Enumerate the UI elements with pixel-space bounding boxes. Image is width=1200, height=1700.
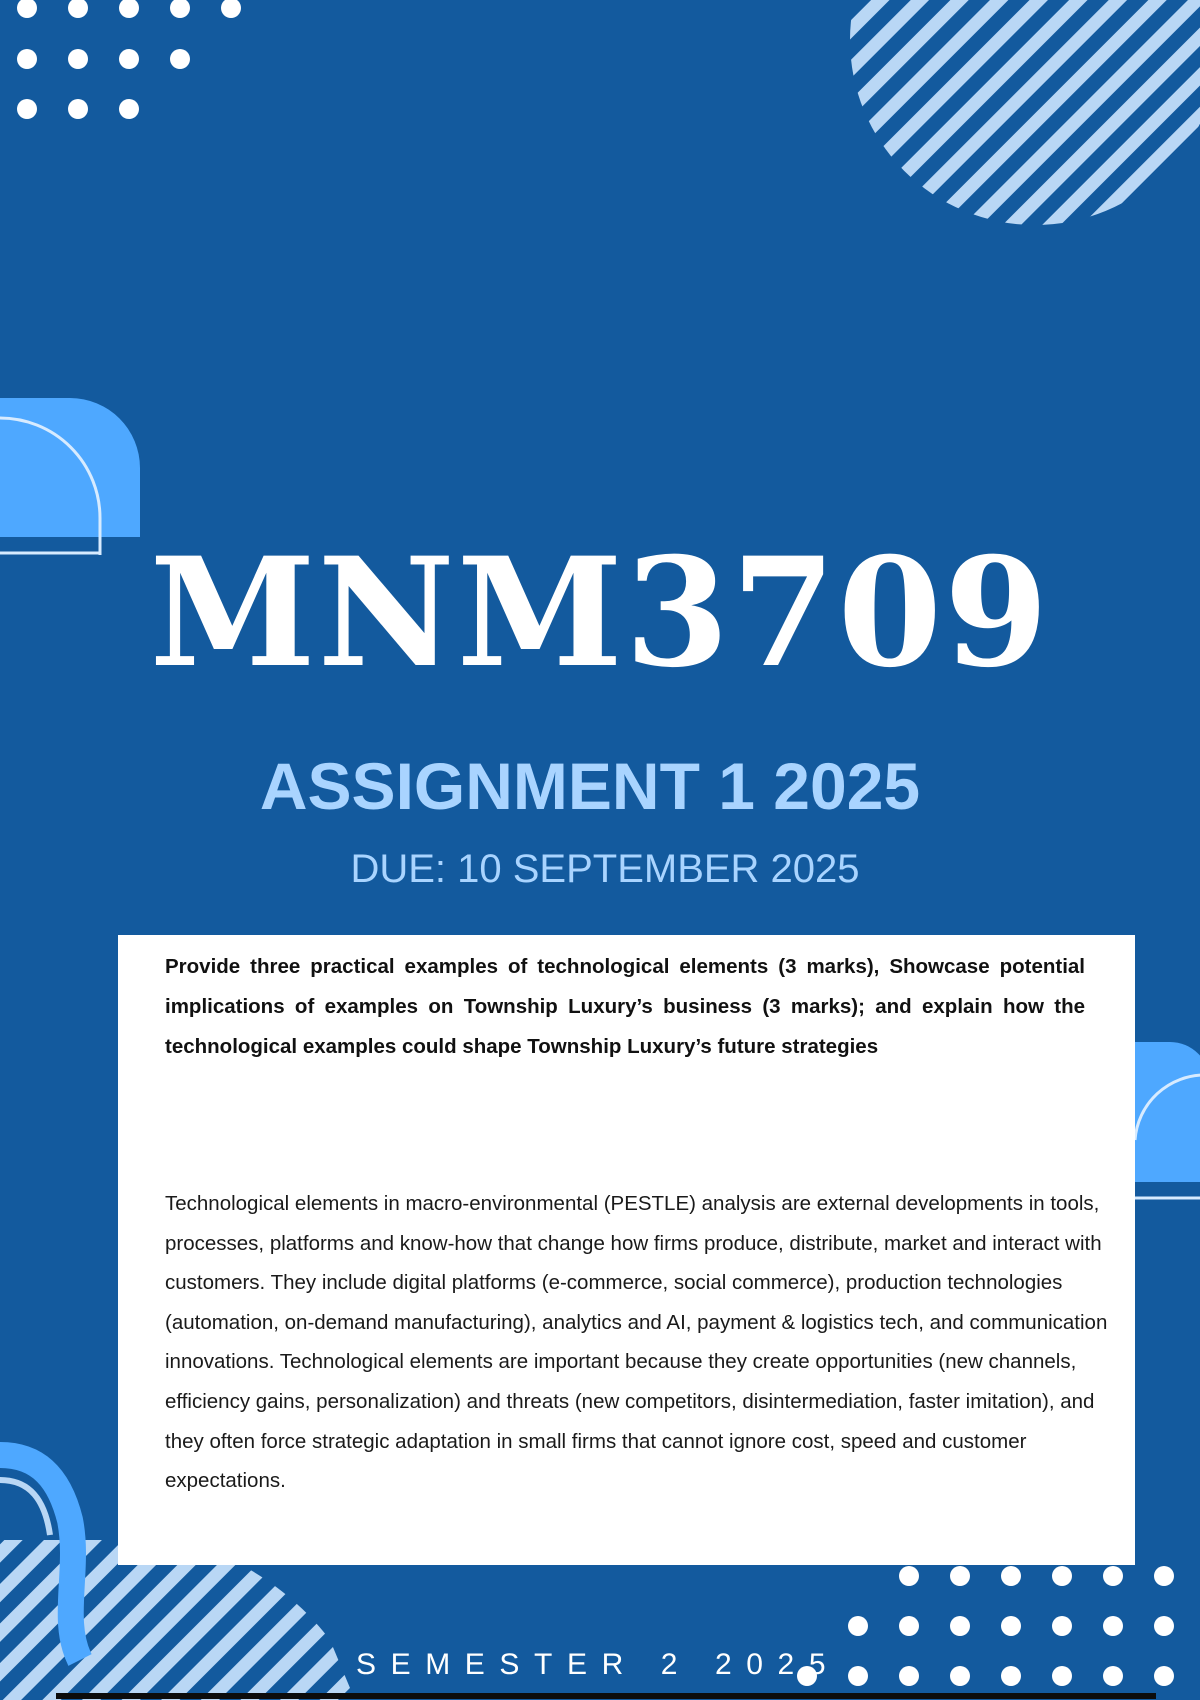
bottom-right-dot-grid xyxy=(797,1566,1174,1686)
bottom-divider xyxy=(56,1693,1156,1699)
assignment-title: ASSIGNMENT 1 2025 xyxy=(259,749,921,823)
course-code-title: MNM3709 xyxy=(149,525,1051,701)
due-date: DUE: 10 SEPTEMBER 2025 xyxy=(350,847,860,891)
top-right-striped-circle xyxy=(820,0,1200,260)
question-text: Provide three practical examples of technological elements (3 marks), Showcase potential implications of examples on Township Luxury’s business (3 marks); and explain how the technological examples could shape Township Luxury’s future strategies xyxy=(165,955,1085,1058)
content-card xyxy=(118,935,1135,1565)
top-left-dot-grid xyxy=(17,0,241,119)
right-arch-shape xyxy=(1135,1042,1200,1198)
semester-label: SEMESTER 2 2025 xyxy=(356,1648,841,1681)
answer-text: Technological elements in macro-environmental (PESTLE) analysis are external developments in tools, processes, platforms and know-how that change how firms produce, distribute, market and interact with customers. They include digital platforms (e-commerce, social commerce), production technologies (automation, on-demand manufacturing), analytics and AI, payment & logistics tech, and communication innovations. Technological elements are important because they create opportunities (new channels, efficiency gains, personalization) and threats (new competitors, disintermediation, faster imitation), and they often force strategic adaptation in small firms that cannot ignore cost, speed and customer expectations. xyxy=(165,1192,1108,1493)
